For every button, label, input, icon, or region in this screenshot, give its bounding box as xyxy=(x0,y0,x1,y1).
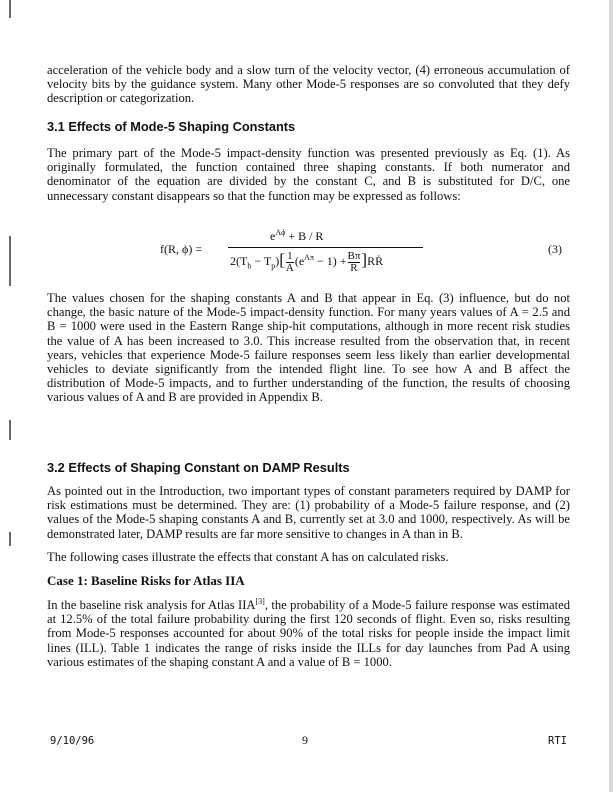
equation-number: (3) xyxy=(548,242,562,256)
footer-page-number: 9 xyxy=(302,733,308,747)
margin-change-bar xyxy=(9,532,11,546)
fraction-one-over-a: $\frac{1}{A}$ xyxy=(285,249,294,274)
margin-change-bar xyxy=(9,0,11,18)
case-1-paragraph: In the baseline risk analysis for Atlas IIA[3], the probability of a Mode-5 failure response was estimated at 12.5% of the total failure probability during the first 120 seconds of flight. Even so, risks resulting from Mode-5 responses accounted for about 90% of the total risks for people inside the impact limit lines (ILL). Table 1 indicates the range of risks inside the ILLs for day launches from Pad A using various estimates of the shaping constant A and a value of B = 1000. xyxy=(47,597,570,669)
intro-paragraph: acceleration of the vehicle body and a slow turn of the velocity vector, (4) erroneous accumulation of velocity bits by the guidance system. Many other Mode-5 responses are so convoluted that they defy description or categorization. xyxy=(47,63,570,106)
section-3-2-paragraph-2: The following cases illustrate the effects that constant A has on calculated risks. xyxy=(47,550,449,564)
equation-3 xyxy=(160,228,420,274)
footer-org: RTI xyxy=(548,735,567,747)
section-3-2-heading: 3.2 Effects of Shaping Constant on DAMP Results xyxy=(47,460,350,475)
equation-denominator: $2(T_b - T_p)$[ $\frac{1}{A}$ $(e^{A\pi} - 1)$ + $\frac{B\pi}{R}$ ]RṘ xyxy=(230,249,384,274)
case-1-heading: Case 1: Baseline Risks for Atlas IIA xyxy=(47,573,245,588)
section-3-1-heading: 3.1 Effects of Mode-5 Shaping Constants xyxy=(47,119,296,134)
equation-numerator: $e^{A\phi} + B / R$ xyxy=(270,228,324,243)
fraction-bar xyxy=(228,247,423,248)
section-3-2-paragraph-1: As pointed out in the Introduction, two important types of constant parameters required by DAMP for risk estimations must be determined. They are: (1) probability of a Mode-5 failure response, and (2) values of the Mode-5 shaping constants A and B, currently set at 3.0 and 1000, respectively. As will be demonstrated later, DAMP results are far more sensitive to changes in A than in B. xyxy=(47,484,570,541)
footer-date: 9/10/96 xyxy=(50,735,95,747)
section-3-1-paragraph-1: The primary part of the Mode-5 impact-density function was presented previously as Eq. (1). As originally formulated, the function contained three shaping constants. If both numerator and denominator of the equation are divided by the constant C, and B is substituted for D/C, one unnecessary constant disappears so that the function may be expressed as follows: xyxy=(47,146,570,203)
page-edge-shadow xyxy=(609,0,613,792)
citation-ref: [3] xyxy=(255,597,265,606)
fraction-bpi-over-r: $\frac{B\pi}{R}$ xyxy=(347,249,361,274)
margin-change-bar xyxy=(9,236,11,286)
section-3-1-paragraph-2: The values chosen for the shaping constants A and B that appear in Eq. (3) influence, but do not change, the basic nature of the Mode-5 impact-density function. For many years values of A = 2.5 and B = 1000 were used in the Eastern Range ship-hit computations, although in more recent risk studies the value of A has been increased to 3.0. This increase resulted from the observation that, in recent years, vehicles that experience Mode-5 failure responses seem less likely than earlier developmental vehicles to deviate significantly from the intended flight line. To see how A and B affect the distribution of Mode-5 impacts, and to further understanding of the function, the results of choosing various values of A and B are provided in Appendix B. xyxy=(47,291,570,405)
equation-lhs: f(R, ϕ) = xyxy=(160,242,203,256)
margin-change-bar xyxy=(9,420,11,440)
